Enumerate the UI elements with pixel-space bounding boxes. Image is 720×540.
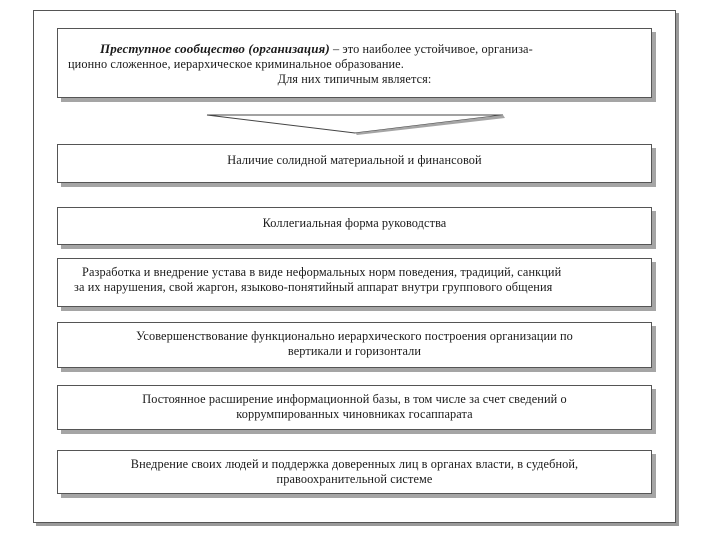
feature-box-5 <box>57 385 652 430</box>
definition-line-3: Для них типичным является: <box>277 72 432 86</box>
feature-text-line-1: Постоянное расширение информационной базы, в том числе за счет сведений о <box>142 392 567 406</box>
feature-text-line-2: вертикали и горизонтали <box>287 344 422 358</box>
feature-text-line-1: Внедрение своих людей и поддержка доверенных лиц в органах власти, в судебной, <box>130 457 579 471</box>
definition-line-2: ционно сложенное, иерархическое криминальное образование. <box>68 57 404 71</box>
feature-box-1 <box>57 144 652 183</box>
definition-box <box>57 28 652 98</box>
definition-term: Преступное сообщество (организация) <box>100 41 330 56</box>
feature-box-3 <box>57 258 652 307</box>
feature-box-2 <box>57 207 652 245</box>
feature-text-line-2: правоохранительной системе <box>276 472 433 486</box>
feature-text-line-2: коррумпированных чиновниках госаппарата <box>236 407 473 421</box>
feature-text-line-1: Разработка и внедрение устава в виде неформальных норм поведения, традиций, санкций <box>82 265 562 279</box>
feature-text-line-2: за их нарушения, свой жаргон, языково-понятийный аппарат внутри группового общения <box>74 280 553 294</box>
feature-text: Наличие солидной материальной и финансовой <box>227 153 482 167</box>
down-arrow-icon <box>205 113 505 135</box>
definition-line-1 <box>68 41 641 57</box>
feature-text: Коллегиальная форма руководства <box>262 216 447 230</box>
feature-box-6 <box>57 450 652 494</box>
definition-rest: – это наиболее устойчивое, организа- <box>329 42 533 56</box>
feature-text-line-1: Усовершенствование функционально иерархического построения организации по <box>136 329 573 343</box>
feature-box-4 <box>57 322 652 368</box>
